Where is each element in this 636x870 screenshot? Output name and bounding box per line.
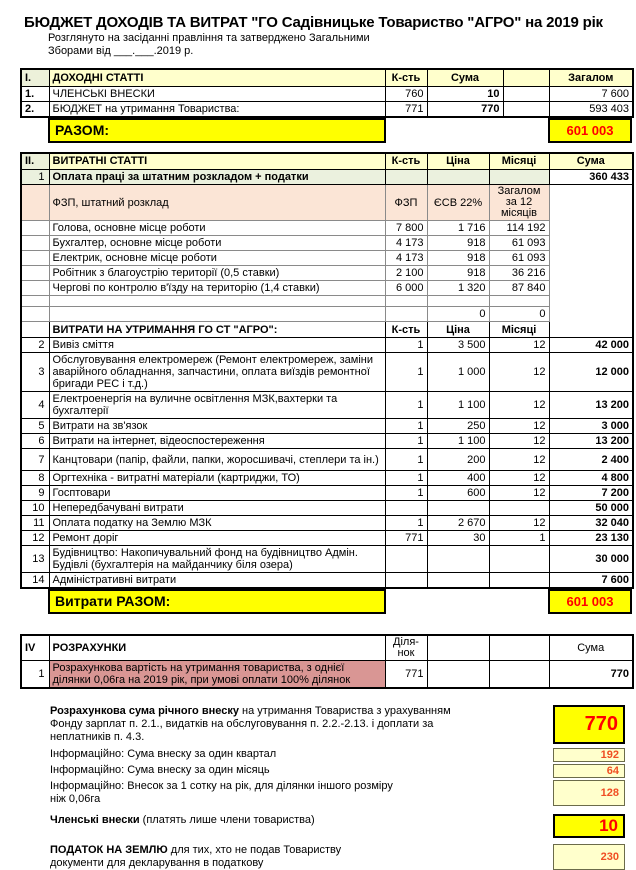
cell-total: 7 600: [549, 86, 633, 101]
cell-qty: ФЗП: [385, 185, 427, 221]
cell-months: 36 216: [489, 266, 549, 281]
income-header-row: [21, 69, 633, 86]
staff-row: [21, 251, 633, 266]
table-row: 6 Витрати на інтернет, відеоспостереження 1 1 100 12 13 200: [21, 434, 633, 449]
income-col-blank: [503, 69, 549, 86]
cell-qty: 4 173: [385, 236, 427, 251]
cell-label: Витрати на інтернет, відеоспостереження: [49, 434, 385, 449]
cell-sum: 770: [549, 661, 633, 689]
cell-price: ЄСВ 22%: [427, 185, 489, 221]
table-row: 10 Непередбачувані витрати 50 000: [21, 501, 633, 516]
cell-price: 918: [427, 251, 489, 266]
table-row: [21, 86, 633, 101]
cell-no: 1: [21, 170, 49, 185]
info-quarter-value: 192: [553, 748, 625, 762]
cell-no: 1.: [21, 86, 49, 101]
table-row: 13 Будівництво: Накопичувальний фонд на будівництво Адмін. Будівлі (бухгалтерія на майданчику біля озера) 30 000: [21, 546, 633, 573]
info-sotka-row: [50, 780, 625, 806]
income-col-sum: Сума: [427, 69, 503, 86]
payroll-row: [21, 170, 633, 185]
staff-row: [21, 221, 633, 236]
member-fee-label: Членські внески (платять лише члени товариства): [50, 814, 315, 826]
cell-label: Оплата податку на Землю МЗК: [49, 516, 385, 531]
table-row: 7 Канцтовари (папір, файли, папки, жоросшивачі, степлери та ін.) 1 200 12 2 400: [21, 449, 633, 471]
cell-qty: 4 173: [385, 251, 427, 266]
annual-fee-row: [50, 705, 625, 744]
info-sotka-value: 128: [553, 780, 625, 806]
table-row: 11 Оплата податку на Землю МЗК 1 2 670 12 32 040: [21, 516, 633, 531]
expenses-header-row: [21, 153, 633, 170]
member-fee-value: 10: [553, 814, 625, 838]
cell-label: Адміністративні витрати: [49, 573, 385, 589]
info-month-label: Інформаційно: Сума внеску за один місяць: [50, 764, 270, 776]
expenses-total-label: Витрати РАЗОМ:: [48, 589, 386, 614]
maintenance-header-row: [21, 322, 633, 338]
cell-label: Обслуговування електромереж (Ремонт електромереж, заміни аварійного обладнання, запчастини, оплата виїздів ремонтної бригади РЕС і т.д.): [49, 353, 385, 392]
staff-row: [21, 281, 633, 296]
cell-months: 61 093: [489, 251, 549, 266]
cell-no: 2.: [21, 101, 49, 117]
cell-price: 1 716: [427, 221, 489, 236]
info-month-row: [50, 764, 625, 778]
expenses-total-row: [20, 589, 632, 614]
cell-qty: 2 100: [385, 266, 427, 281]
cell-label: Госптовари: [49, 486, 385, 501]
staff-row: [21, 266, 633, 281]
cell-qty: 7 800: [385, 221, 427, 236]
cell-label: Бухгалтер, основне місце роботи: [49, 236, 385, 251]
annual-fee-value: 770: [553, 705, 625, 744]
cell-label: Ремонт доріг: [49, 531, 385, 546]
info-sotka-label: Інформаційно: Внесок за 1 сотку на рік, для ділянки іншого розміру ніж 0,06га: [50, 780, 393, 805]
calc-header-row: [21, 635, 633, 661]
col-qty: К-сть: [385, 322, 427, 338]
cell-price: 0: [427, 307, 489, 322]
calc-row: [21, 661, 633, 689]
cell-price: 918: [427, 236, 489, 251]
calc-table: [20, 634, 634, 689]
expenses-section-no: II.: [21, 153, 49, 170]
expenses-col-price: Ціна: [427, 153, 489, 170]
calc-section-no: IV: [21, 635, 49, 661]
cell-label: Робітник з благоустрію території (0,5 ставки): [49, 266, 385, 281]
info-month-value: 64: [553, 764, 625, 778]
cell-label: ЧЛЕНСЬКІ ВНЕСКИ: [49, 86, 385, 101]
calc-section-title: РОЗРАХУНКИ: [49, 635, 385, 661]
cell-months: 61 093: [489, 236, 549, 251]
blank-row: [21, 296, 633, 307]
staff-row: [21, 236, 633, 251]
income-table: [20, 68, 634, 118]
cell-label: Електроенергія на вуличне освітлення МЗК,вахтерки та бухгалтерії: [49, 392, 385, 419]
cell-months: Загалом за 12 місяців: [489, 185, 549, 221]
cell-total: 593 403: [549, 101, 633, 117]
cell-plots: 771: [385, 661, 427, 689]
table-row: 4 Електроенергія на вуличне освітлення МЗК,вахтерки та бухгалтерії 1 1 100 12 13 200: [21, 392, 633, 419]
cell-price: 918: [427, 266, 489, 281]
calc-col-sum: Сума: [549, 635, 633, 661]
payroll-subheader-row: [21, 185, 633, 221]
table-row: 8 Оргтехніка - витратні матеріали (картриджи, ТО) 1 400 12 4 800: [21, 471, 633, 486]
cell-qty: 6 000: [385, 281, 427, 296]
income-col-qty: К-сть: [385, 69, 427, 86]
page-title: БЮДЖЕТ ДОХОДІВ ТА ВИТРАТ "ГО Садівницьке Товариство "АГРО" на 2019 рік: [24, 14, 603, 31]
cell-label: Оплата праці за штатним розкладом + податки: [49, 170, 385, 185]
land-tax-label: ПОДАТОК НА ЗЕМЛЮ для тих, хто не подав Товариству документи для декларування в податкову: [50, 844, 342, 869]
cell-label: Непередбачувані витрати: [49, 501, 385, 516]
subtitle-line1: Розглянуто на засіданні правління та затверджено Загальними: [48, 32, 370, 44]
expenses-section-title: ВИТРАТНІ СТАТТІ: [49, 153, 385, 170]
cell-label: Витрати на зв'язок: [49, 419, 385, 434]
cell-label: Оргтехніка - витратні матеріали (картриджи, ТО): [49, 471, 385, 486]
col-price: Ціна: [427, 322, 489, 338]
cell-label: БЮДЖЕТ на утримання Товариства:: [49, 101, 385, 117]
cell-sum: 770: [427, 101, 503, 117]
cell-label: Вивіз сміття: [49, 338, 385, 353]
cell-months: 114 192: [489, 221, 549, 236]
cell-months: 0: [489, 307, 549, 322]
cell-label: Чергові по контролю в'їзду на територію (1,4 ставки): [49, 281, 385, 296]
annual-fee-label: Розрахункова сума річного внеску на утримання Товариства з урахуванням Фонду зарплат п. 2.1., видатків на обслуговування п. 2.2.-2.13. і доплати за неплатників п. 4.3.: [50, 705, 451, 743]
expenses-total-value: 601 003: [548, 589, 632, 614]
cell-label: Канцтовари (папір, файли, папки, жоросшивачі, степлери та ін.): [49, 449, 385, 471]
cell-label: ФЗП, штатний розклад: [49, 185, 385, 221]
land-tax-value: 230: [553, 844, 625, 870]
cell-price: 1 320: [427, 281, 489, 296]
expenses-table: [20, 152, 634, 590]
subtitle-line2: Зборами від ___.___.2019 р.: [48, 45, 194, 57]
maintenance-title: ВИТРАТИ НА УТРИМАННЯ ГО СТ "АГРО":: [49, 322, 385, 338]
table-row: [21, 101, 633, 117]
table-row: 3 Обслуговування електромереж (Ремонт електромереж, заміни аварійного обладнання, запчастини, оплата виїздів ремонтної бригади РЕС і т.д.) 1 1 000 12 12 000: [21, 353, 633, 392]
income-col-total: Загалом: [549, 69, 633, 86]
table-row: 5 Витрати на зв'язок 1 250 12 3 000: [21, 419, 633, 434]
income-section-title: ДОХОДНІ СТАТТІ: [49, 69, 385, 86]
table-row: 14 Адміністративні витрати 7 600: [21, 573, 633, 589]
expenses-col-months: Місяці: [489, 153, 549, 170]
table-row: 9 Госптовари 1 600 12 7 200: [21, 486, 633, 501]
subtitle: [48, 32, 636, 58]
income-total-label: РАЗОМ:: [48, 118, 386, 143]
info-quarter-row: [50, 748, 625, 762]
cell-qty: 771: [385, 101, 427, 117]
summary-section: [50, 705, 625, 870]
income-total-row: [20, 118, 632, 143]
land-tax-row: [50, 844, 625, 870]
expenses-col-sum: Сума: [549, 153, 633, 170]
info-quarter-label: Інформаційно: Сума внеску за один квартал: [50, 748, 277, 760]
table-row: 2 Вивіз сміття 1 3 500 12 42 000: [21, 338, 633, 353]
cell-label: Електрик, основне місце роботи: [49, 251, 385, 266]
cell-months: 87 840: [489, 281, 549, 296]
income-total-value: 601 003: [548, 118, 632, 143]
cell-label: Голова, основне місце роботи: [49, 221, 385, 236]
cell-sum: 10: [427, 86, 503, 101]
zero-row: [21, 307, 633, 322]
cell-sum: 360 433: [549, 170, 633, 185]
table-row: 12 Ремонт доріг 771 30 1 23 130: [21, 531, 633, 546]
expenses-col-qty: К-сть: [385, 153, 427, 170]
member-fee-row: [50, 814, 625, 838]
col-months: Місяці: [489, 322, 549, 338]
cell-label: Будівництво: Накопичувальний фонд на будівництво Адмін. Будівлі (бухгалтерія на майданчику біля озера): [49, 546, 385, 573]
cell-no: 1: [21, 661, 49, 689]
cell-label: Розрахункова вартість на утримання товариства, з однієї ділянки 0,06га на 2019 рік, при умові оплати 100% ділянок: [49, 661, 385, 689]
cell-qty: 760: [385, 86, 427, 101]
calc-col-plots: Діля-нок: [385, 635, 427, 661]
income-section-no: I.: [21, 69, 49, 86]
